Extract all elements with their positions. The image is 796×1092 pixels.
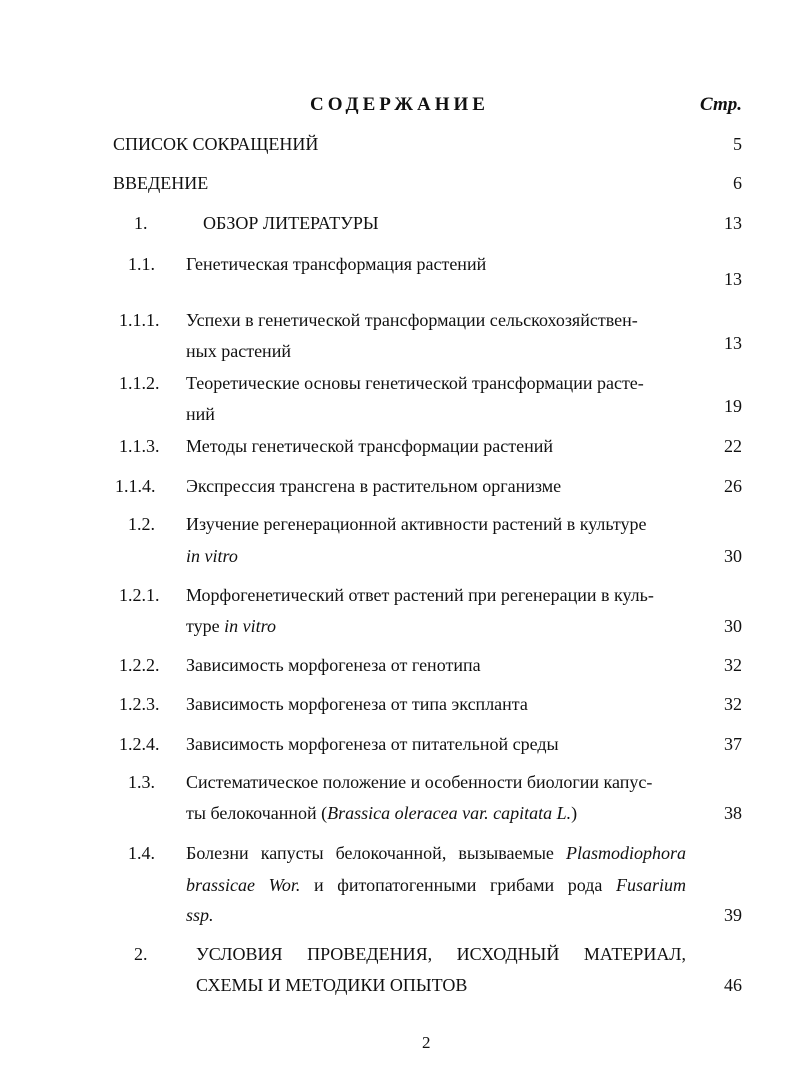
toc-entry-number: 1.2.4. [119, 734, 160, 754]
toc-entry-text: Успехи в генетической трансформации сельскохозяйствен- [186, 310, 638, 330]
toc-entry-text-part: Fusarium [615, 875, 686, 895]
toc-entry-abbreviations: СПИСОК СОКРАЩЕНИЙ [113, 134, 319, 154]
toc-page-number: 13 [724, 213, 742, 233]
toc-entry-number: 1.1.1. [119, 310, 160, 330]
toc-page-number: 30 [724, 546, 742, 566]
toc-entry-text: ных растений [186, 341, 291, 361]
toc-entry-text [186, 843, 686, 864]
toc-entry-text-part: и фитопатогенными грибами рода [314, 875, 603, 895]
toc-entry-number: 2. [134, 944, 148, 964]
toc-entry-text-part: МАТЕРИАЛ, [583, 944, 687, 964]
toc-entry-text: Генетическая трансформация растений [186, 254, 487, 274]
toc-entry-text [186, 803, 577, 824]
toc-page-number: 37 [724, 734, 742, 754]
toc-entry-number: 1.1.4. [115, 476, 156, 496]
toc-entry-text-part: in vitro [224, 616, 276, 636]
toc-entry-text-part: УСЛОВИЯ [196, 944, 283, 964]
toc-page-number: 32 [724, 655, 742, 675]
toc-entry-text-part: Plasmodiophora [565, 843, 686, 863]
toc-page-number: 38 [724, 803, 742, 823]
toc-title: СОДЕРЖАНИЕ [310, 94, 489, 115]
toc-entry-number: 1.1.3. [119, 436, 160, 456]
toc-page-number: 46 [724, 975, 742, 995]
toc-entry-text: Зависимость морфогенеза от питательной среды [186, 734, 559, 754]
toc-entry-text: Экспрессия трансгена в растительном организме [186, 476, 562, 496]
toc-entry-text-part: ИСХОДНЫЙ [456, 944, 560, 964]
toc-entry-text-part: ты белокочанной ( [186, 803, 328, 823]
toc-entry-introduction: ВВЕДЕНИЕ [113, 173, 209, 193]
toc-entry-text: Зависимость морфогенеза от типа экспланта [186, 694, 528, 714]
footer-page-number: 2 [422, 1033, 431, 1052]
toc-page-number: 22 [724, 436, 742, 456]
toc-entry-number: 1.2. [128, 514, 155, 534]
toc-entry-text: Зависимость морфогенеза от генотипа [186, 655, 481, 675]
toc-page-number: 13 [724, 333, 742, 353]
toc-entry-number: 1.1.2. [119, 373, 160, 393]
toc-entry-text [186, 875, 686, 896]
toc-entry-text-part: Болезни капусты белокочанной, вызываемые [186, 843, 554, 863]
toc-page-number: 19 [724, 396, 742, 416]
toc-entry-text: Методы генетической трансформации растений [186, 436, 554, 456]
toc-entry-text-part: туре [186, 616, 225, 636]
toc-page-number: 32 [724, 694, 742, 714]
toc-entry-text: ний [186, 404, 215, 424]
toc-entry-text: Систематическое положение и особенности биологии капус- [186, 772, 653, 792]
toc-entry-text-part: Brassica oleracea var. capitata L. [327, 803, 572, 823]
toc-entry-text [196, 944, 686, 965]
toc-entry-number: 1.2.2. [119, 655, 160, 675]
toc-entry-number: 1.1. [128, 254, 155, 274]
toc-entry-number: 1.4. [128, 843, 155, 863]
toc-entry-text: ssp. [186, 905, 214, 925]
toc-entry-number: 1.3. [128, 772, 155, 792]
toc-entry-text-part: ) [571, 803, 578, 823]
toc-entry-text: СХЕМЫ И МЕТОДИКИ ОПЫТОВ [196, 975, 468, 995]
toc-entry-number: 1.2.1. [119, 585, 160, 605]
toc-page-number: 6 [733, 173, 742, 193]
toc-entry-text-part: brassicae Wor. [186, 875, 301, 895]
page-column-label: Стр. [700, 94, 742, 115]
toc-entry-text [186, 616, 276, 637]
toc-entry-text: ОБЗОР ЛИТЕРАТУРЫ [203, 213, 379, 233]
toc-page-number: 26 [724, 476, 742, 496]
toc-page-number: 13 [724, 269, 742, 289]
toc-page-number: 39 [724, 905, 742, 925]
toc-entry-number: 1.2.3. [119, 694, 160, 714]
toc-page-number: 5 [733, 134, 742, 154]
toc-entry-text: Морфогенетический ответ растений при регенерации в куль- [186, 585, 654, 605]
toc-entry-text: in vitro [186, 546, 238, 566]
toc-entry-number: 1. [134, 213, 148, 233]
toc-page-number: 30 [724, 616, 742, 636]
toc-entry-text-part: ПРОВЕДЕНИЯ, [307, 944, 433, 964]
toc-entry-text: Теоретические основы генетической трансформации расте- [186, 373, 644, 393]
toc-entry-text: Изучение регенерационной активности растений в культуре [186, 514, 647, 534]
